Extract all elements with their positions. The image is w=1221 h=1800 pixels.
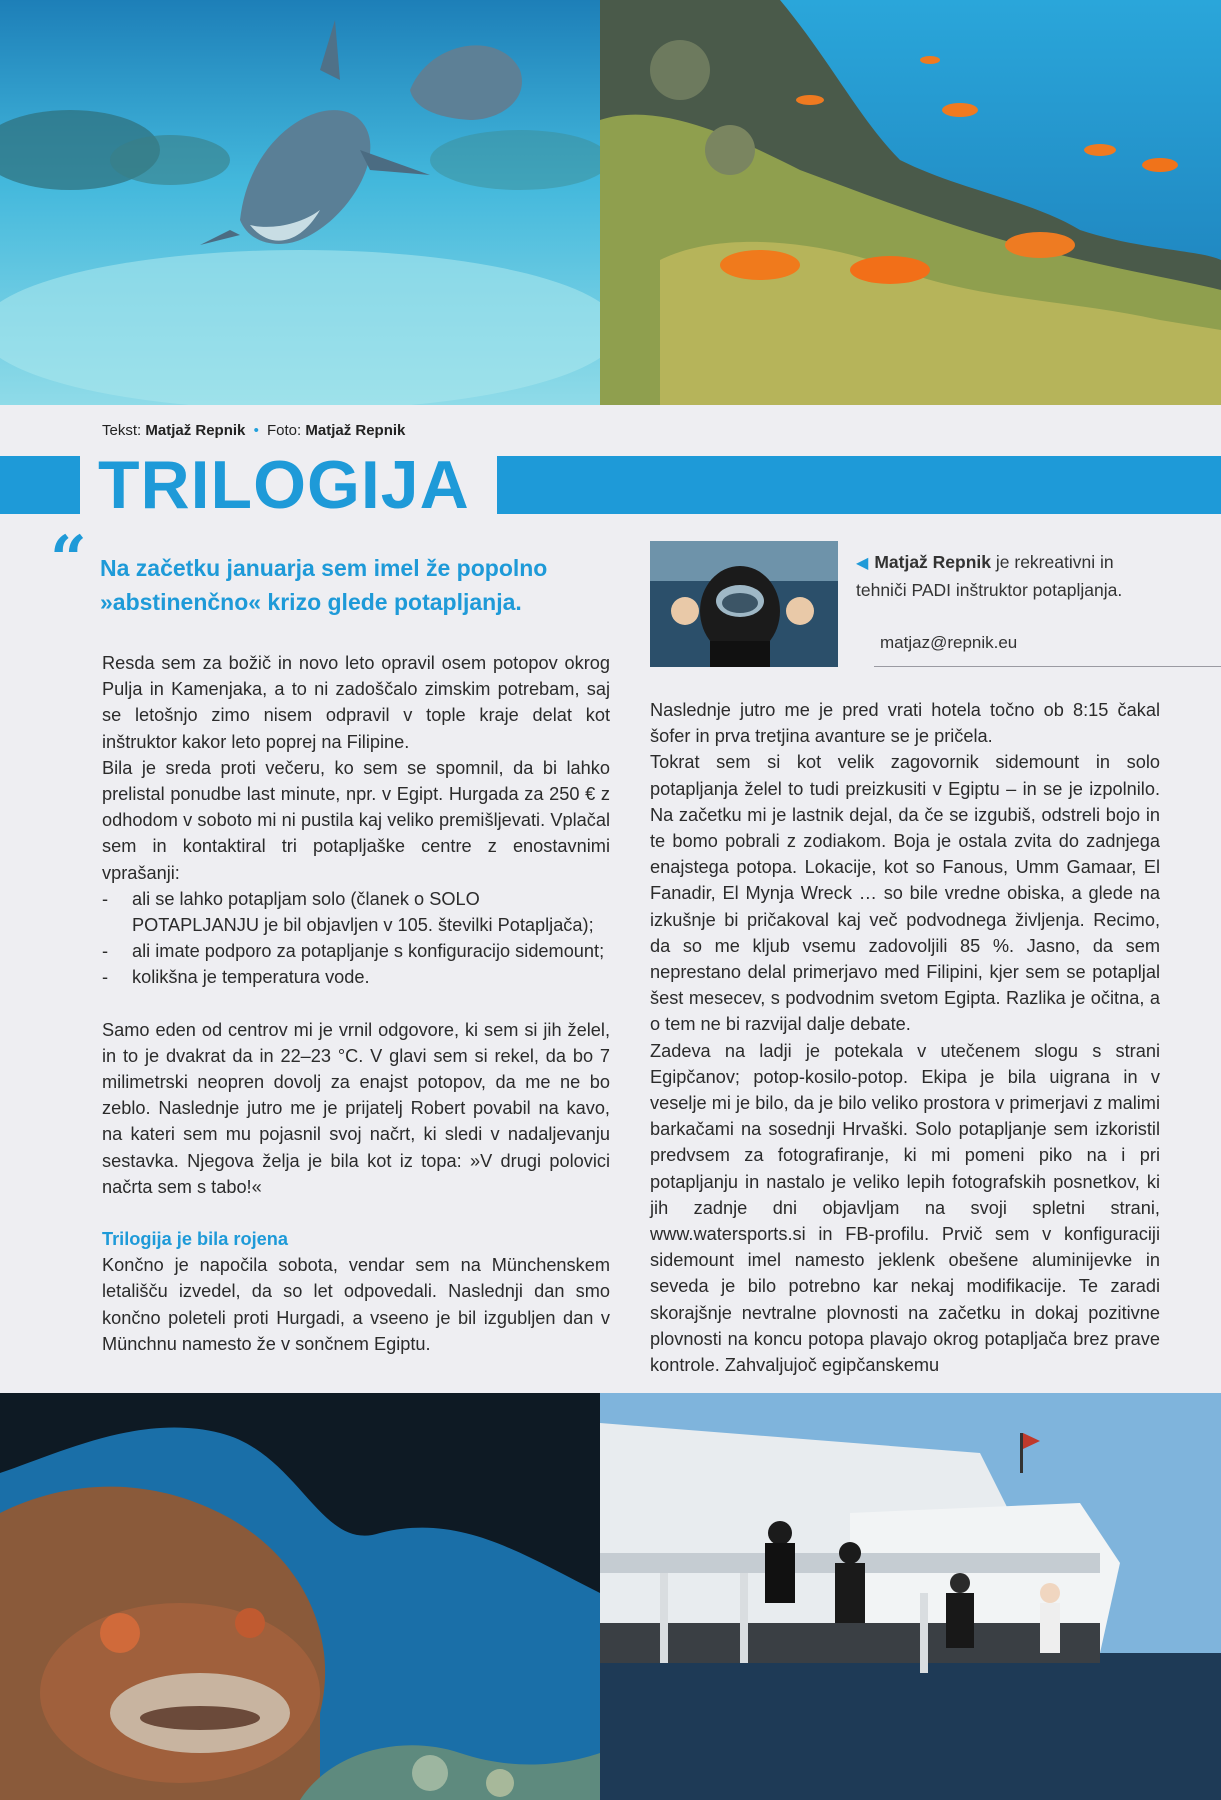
photo-dive-boat bbox=[600, 1393, 1221, 1800]
triangle-left-icon: ◀ bbox=[856, 555, 869, 572]
paragraph: Samo eden od centrov mi je vrnil odgovore, ki sem si jih želel, in to je dvakrat da in 22–23 °C. V glavi sem si rekel, da bo 7 milimetrski neopren dovolj za enajst potopov, da me ne bo zeblo. Naslednje jutro me je prijatelj Robert povabil na kavo, na kateri sem mu pojasnil svoj načrt, ki sledi v nadaljevanju sestavka. Njegova želja je bila kot iz topa: »V drugi polovici načrta sem s tabo!« bbox=[102, 1019, 610, 1197]
list-item-text: ali se lahko potapljam solo (članek o SOLO POTAPLJANJU je bil objavljen v 105. številki Potapljača); bbox=[132, 888, 594, 936]
list-item bbox=[102, 938, 610, 964]
paragraph: Resda sem za božič in novo leto opravil osem potopov okrog Pulja in Kamenjaka, a to ni zadoščalo zimskim potrebam, saj se letošnjo zimo nisem odpravil v tople kraje delat kot inštruktor kakor leto poprej na Filipine. bbox=[102, 653, 610, 752]
author-bio bbox=[856, 549, 1156, 604]
list-item-text: ali imate podporo za potapljanje s konfiguracijo sidemount; bbox=[132, 941, 605, 962]
photo-dolphins bbox=[0, 0, 600, 405]
paragraph: Tokrat sem si kot velik zagovornik sidemount in solo potapljanja želel to tudi preizkusiti v Egiptu – in se je izpolnilo. Na začetku mi je lastnik dejal, da če se izgubiš, odstreli bojo in te bomo pobrali z zodiakom. Boja je ostala zvita do zadnjega enajstega potopa. Lokacije, kot so Fanous, Umm Gamaar, El Fanadir, El Mynja Wreck … so bile vredne obiska, a glede na izkušnje bi pričakoval kaj več podvodnega življenja. Recimo, da so me kljub vsemu zadovoljili 85 %. Jasno, da sem neprestano delal primerjavo med Filipini, kjer sem se potapljal šest mesecev, s podvodnim svetom Egipta. Razlika je očitna, a o tem ne bi razvijal dalje debate. bbox=[650, 752, 1160, 1035]
article-title: TRILOGIJA bbox=[98, 447, 470, 523]
paragraph: Zadeva na ladji je potekala v utečenem slogu s strani Egipčanov; potop-kosilo-potop. Ekipa je bila uigrana in v veselje mi je bilo, da je bilo veliko prostora v primerjavi z malimi barkačami na sosednji Hrvaški. Solo potapljanje sem izkoristil predvsem za fotografiranje, ki mi pomeni piko na i pri potapljanju in nastalo je veliko lepih fotografskih posnetkov, ki jih zadnje dni objavljam na svoji spletni strani, www.watersports.si in FB-profilu. Prvič sem v konfiguraciji sidemount imel namesto jeklenk obešene aluminijevke in seveda je bilo potrebno kar nekaj modifikacije. Te zaradi skorajšnje nevtralne plovnosti na začetku in dokaj pozitivne plovnosti na koncu potopa plavajo okrog potapljača brez prave kontrole. Zahvaljujoč egipčanskemu bbox=[650, 1040, 1160, 1376]
article-column-1 bbox=[102, 650, 610, 1357]
dash-marker: - bbox=[102, 941, 109, 962]
credits-photo-author: Matjaž Repnik bbox=[305, 422, 406, 439]
list-item bbox=[102, 964, 610, 990]
pull-quote: Na začetku januarja sem imel že popolno »abstinenčno« krizo glede potapljanja. bbox=[100, 555, 548, 615]
paragraph: Naslednje jutro me je pred vrati hotela točno ob 8:15 čakal šofer in prva tretjina avanture se je pričela. bbox=[650, 700, 1160, 747]
divider bbox=[874, 666, 1221, 667]
credits-photo-label: Foto: bbox=[267, 422, 302, 439]
paragraph: Končno je napočila sobota, vendar sem na Münchenskem letališču izvedel, da so let odpovedali. Naslednji dan smo končno poleteli proti Hurgadi, a vseeno je bil izgubljen dan v Münchnu namesto že v sončnem Egiptu. bbox=[102, 1255, 610, 1354]
section-subheading: Trilogija je bila rojena bbox=[102, 1229, 288, 1250]
separator-dot-icon: • bbox=[253, 422, 259, 439]
article-column-2 bbox=[650, 697, 1160, 1378]
dash-marker: - bbox=[102, 888, 109, 909]
author-email: matjaz@repnik.eu bbox=[880, 633, 1018, 652]
list-item bbox=[102, 886, 610, 938]
byline bbox=[102, 422, 405, 439]
author-photo bbox=[650, 541, 838, 667]
list-item-text: kolikšna je temperatura vode. bbox=[132, 967, 370, 988]
paragraph: Bila je sreda proti večeru, ko sem se spomnil, da bi lahko prelistal ponudbe last minute, npr. v Egipt. Hurgada za 250 € z odhodom v soboto mi ni pustila kaj veliko premišljevati. Vplačal sem in kontaktiral tri potapljaške centre z enostavnimi vprašanji: bbox=[102, 757, 610, 883]
photo-scorpionfish bbox=[0, 1393, 600, 1800]
credits-text-label: Tekst: bbox=[102, 422, 142, 439]
dash-marker: - bbox=[102, 967, 109, 988]
author-name: Matjaž Repnik bbox=[874, 552, 992, 572]
author-bio-text: je rekreativni in tehniči PADI inštruktor potapljanja. bbox=[856, 552, 1123, 600]
title-bar-left bbox=[0, 456, 80, 514]
title-bar-right bbox=[497, 456, 1221, 514]
question-list bbox=[102, 886, 610, 991]
photo-reef-with-anthias bbox=[600, 0, 1221, 405]
quote-mark-icon: “ bbox=[50, 522, 87, 597]
credits-text-author: Matjaž Repnik bbox=[145, 422, 246, 439]
